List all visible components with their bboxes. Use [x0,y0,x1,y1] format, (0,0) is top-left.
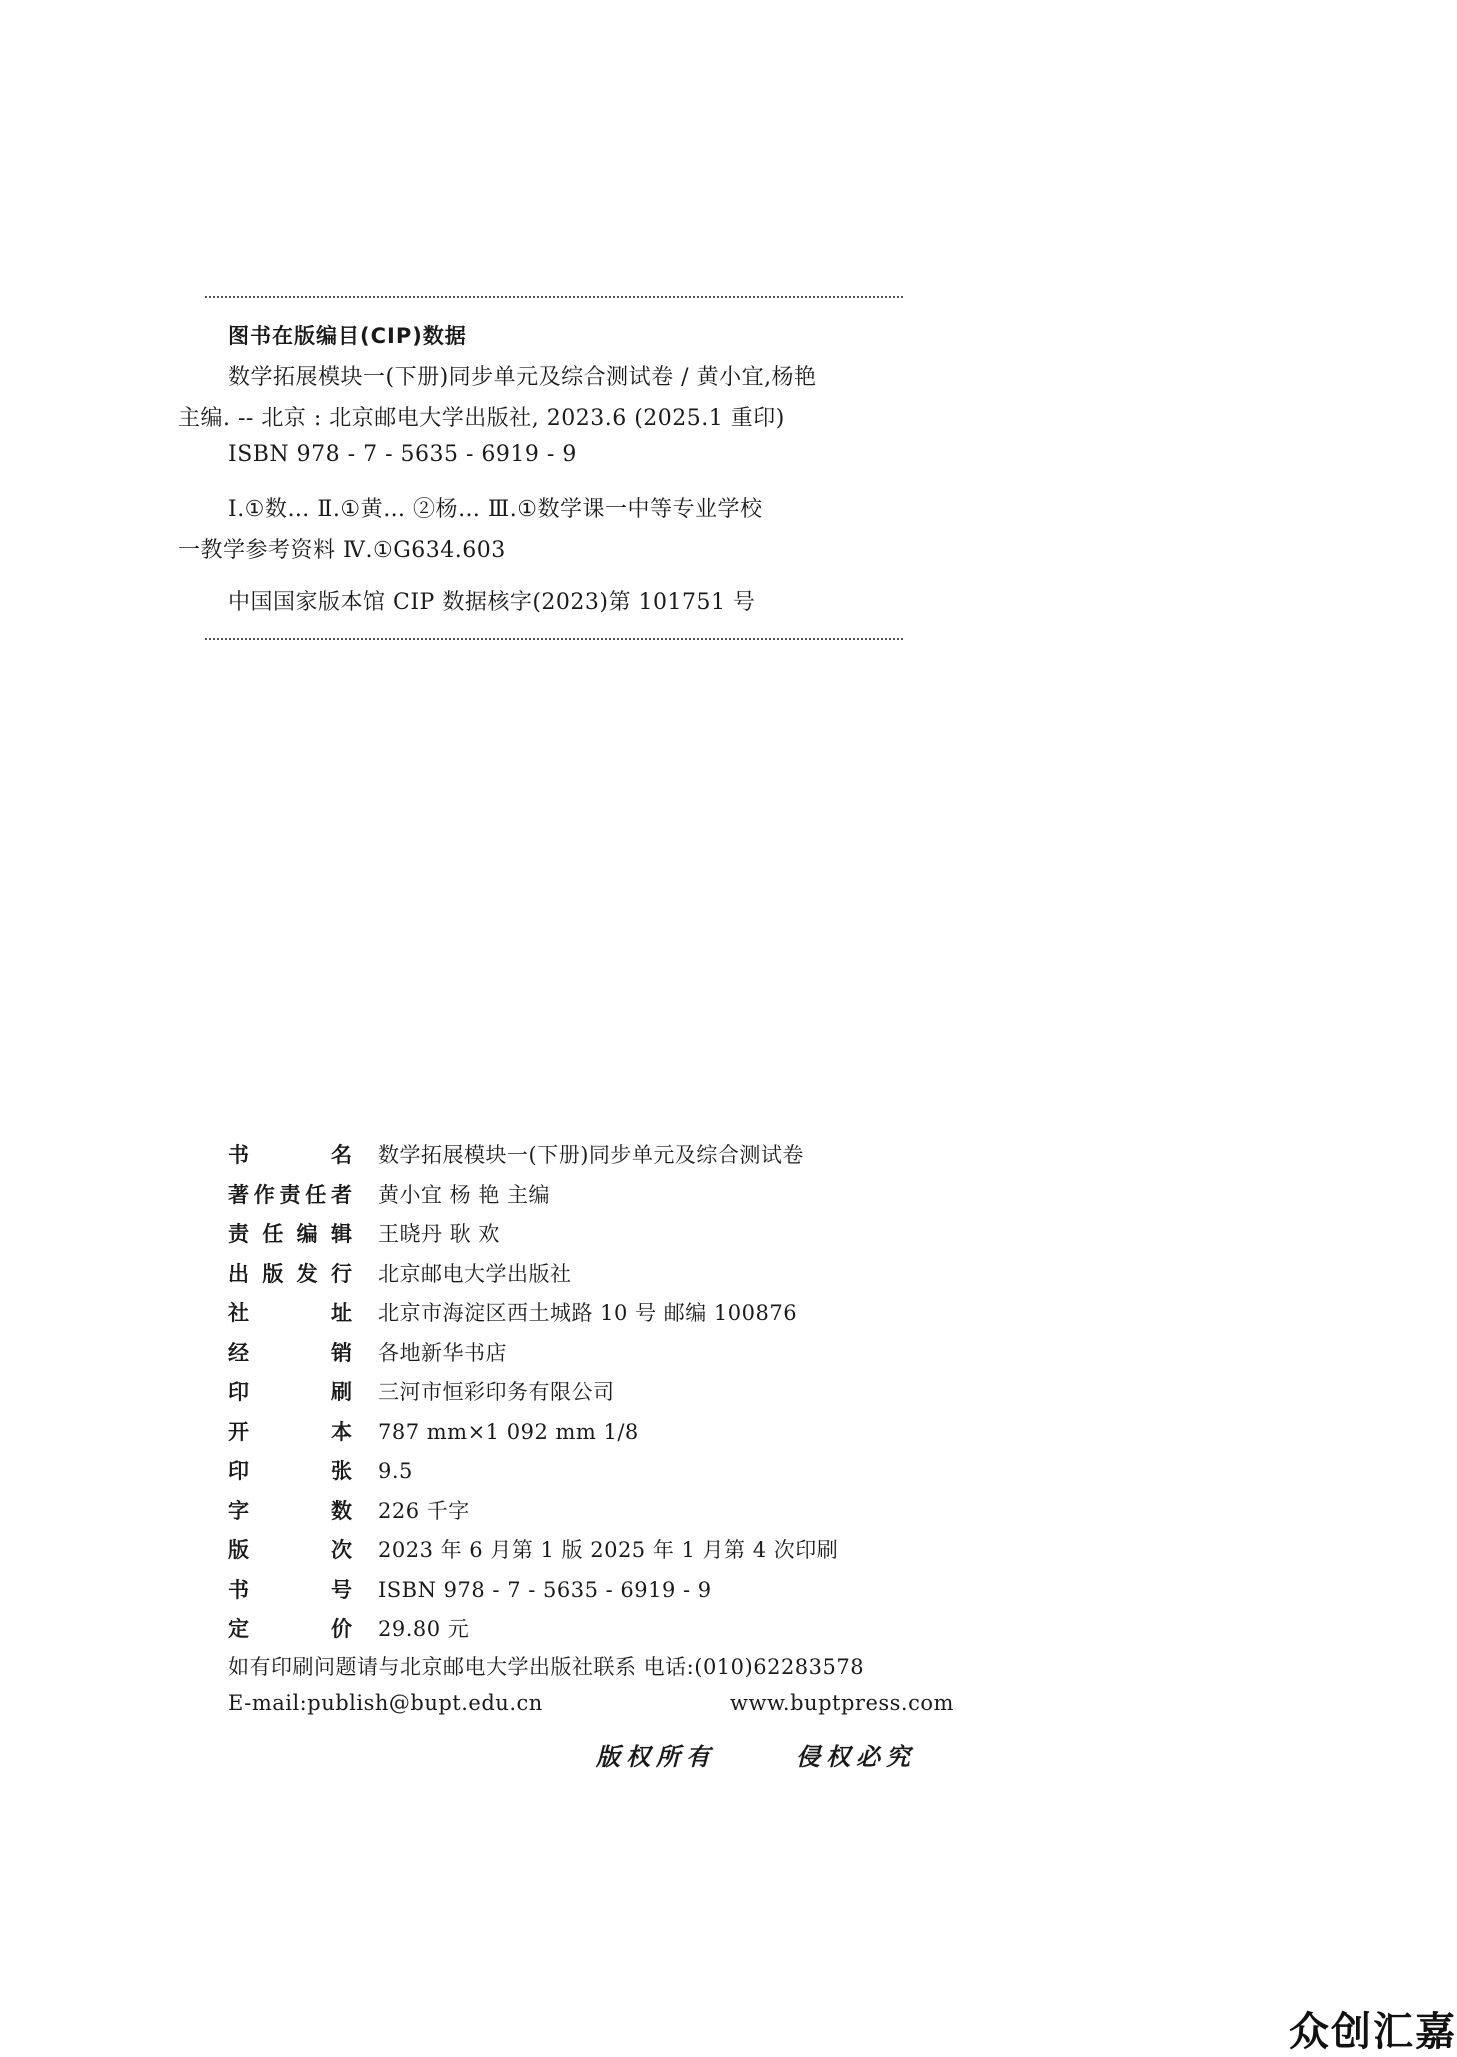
imprint-label-char: 本 [331,1419,352,1444]
imprint-label-char: 责 [228,1222,249,1246]
imprint-label-char: 经 [228,1340,249,1365]
cip-line-4: Ⅰ.①数… Ⅱ.①黄… ②杨… Ⅲ.①数学课一中等专业学校 [228,497,763,522]
imprint-row-label [228,1254,352,1294]
imprint-label-char: 定 [228,1617,249,1641]
imprint-label-char: 著 [228,1182,249,1207]
imprint-label-char: 址 [331,1301,352,1325]
imprint-label-char: 作 [253,1182,275,1207]
imprint-label-char: 发 [296,1261,318,1286]
imprint-row-label [228,1293,352,1333]
contact-line: 如有印刷问题请与北京邮电大学出版社联系 电话:(010)62283578 [228,1655,865,1679]
imprint-label-char: 号 [331,1577,352,1602]
imprint-label-char: 开 [228,1419,249,1444]
imprint-label-char: 责 [279,1182,301,1207]
imprint-label-char: 辑 [330,1222,352,1246]
imprint-label-char: 数 [331,1498,352,1523]
imprint-label-char: 名 [331,1143,352,1167]
cip-top-dotted-divider [205,296,903,298]
imprint-row-label [228,1412,352,1452]
imprint-row-label [228,1372,352,1412]
imprint-label-char: 版 [228,1538,249,1562]
imprint-row-label [228,1135,352,1175]
imprint-row-value: 王晓丹 耿 欢 [378,1222,500,1246]
imprint-row-label [228,1333,352,1373]
imprint-row-value: 9.5 [378,1459,413,1483]
email-line: E-mail:publish@bupt.edu.cn [228,1691,543,1715]
imprint-label-char: 出 [228,1261,249,1286]
imprint-label-char: 任 [262,1222,284,1246]
imprint-row-value: 2023 年 6 月第 1 版 2025 年 1 月第 4 次印刷 [378,1538,839,1562]
imprint-label-char: 印 [228,1459,249,1483]
imprint-label-char: 次 [331,1538,352,1562]
imprint-row-value: 226 千字 [378,1498,470,1523]
imprint-row-label [228,1570,352,1610]
imprint-row-label [228,1530,352,1570]
cip-bottom-dotted-divider [205,638,903,640]
watermark-logo: 众创汇嘉 [1289,2009,1457,2055]
imprint-label-char: 价 [331,1617,352,1641]
imprint-row-label [228,1609,352,1649]
imprint-label-char: 刷 [331,1380,352,1404]
imprint-row-value: 北京邮电大学出版社 [378,1261,572,1286]
cip-line-3: ISBN 978 - 7 - 5635 - 6919 - 9 [228,442,577,467]
cip-line-1: 数学拓展模块一(下册)同步单元及综合测试卷 / 黄小宜,杨艳 [228,365,817,390]
imprint-label-char: 印 [228,1380,249,1404]
imprint-row-value: 数学拓展模块一(下册)同步单元及综合测试卷 [378,1143,804,1167]
website-line: www.buptpress.com [730,1691,954,1715]
rights-reserved-right: 侵权必究 [796,1742,916,1771]
cip-line-5: 一教学参考资料 Ⅳ.①G634.603 [178,538,506,563]
imprint-label-char: 版 [262,1261,284,1286]
imprint-label-char: 书 [228,1577,249,1602]
imprint-row-label [228,1491,352,1531]
imprint-row-value: 三河市恒彩印务有限公司 [378,1380,615,1404]
imprint-label-char: 者 [331,1182,352,1207]
imprint-row-value: ISBN 978 - 7 - 5635 - 6919 - 9 [378,1577,712,1602]
imprint-label-char: 张 [331,1459,352,1483]
imprint-row-value: 787 mm×1 092 mm 1/8 [378,1419,639,1444]
imprint-row-label [228,1214,352,1254]
imprint-label-char: 编 [296,1222,318,1246]
cip-line-2: 主编. -- 北京 : 北京邮电大学出版社, 2023.6 (2025.1 重印) [178,406,785,431]
imprint-row-value: 各地新华书店 [378,1340,507,1365]
imprint-label-char: 社 [228,1301,249,1325]
cip-title: 图书在版编目(CIP)数据 [228,324,467,348]
imprint-row-label [228,1175,352,1215]
cip-line-6: 中国国家版本馆 CIP 数据核字(2023)第 101751 号 [228,590,756,615]
imprint-row-value: 北京市海淀区西土城路 10 号 邮编 100876 [378,1301,798,1325]
rights-reserved-left: 版权所有 [596,1742,716,1771]
imprint-row-label [228,1451,352,1491]
imprint-label-char: 行 [330,1261,352,1286]
imprint-label-char: 销 [331,1340,352,1365]
imprint-row-value: 29.80 元 [378,1617,470,1641]
imprint-label-char: 任 [305,1182,327,1207]
imprint-label-char: 字 [228,1498,249,1523]
imprint-label-char: 书 [228,1143,249,1167]
imprint-row-value: 黄小宜 杨 艳 主编 [378,1182,551,1207]
